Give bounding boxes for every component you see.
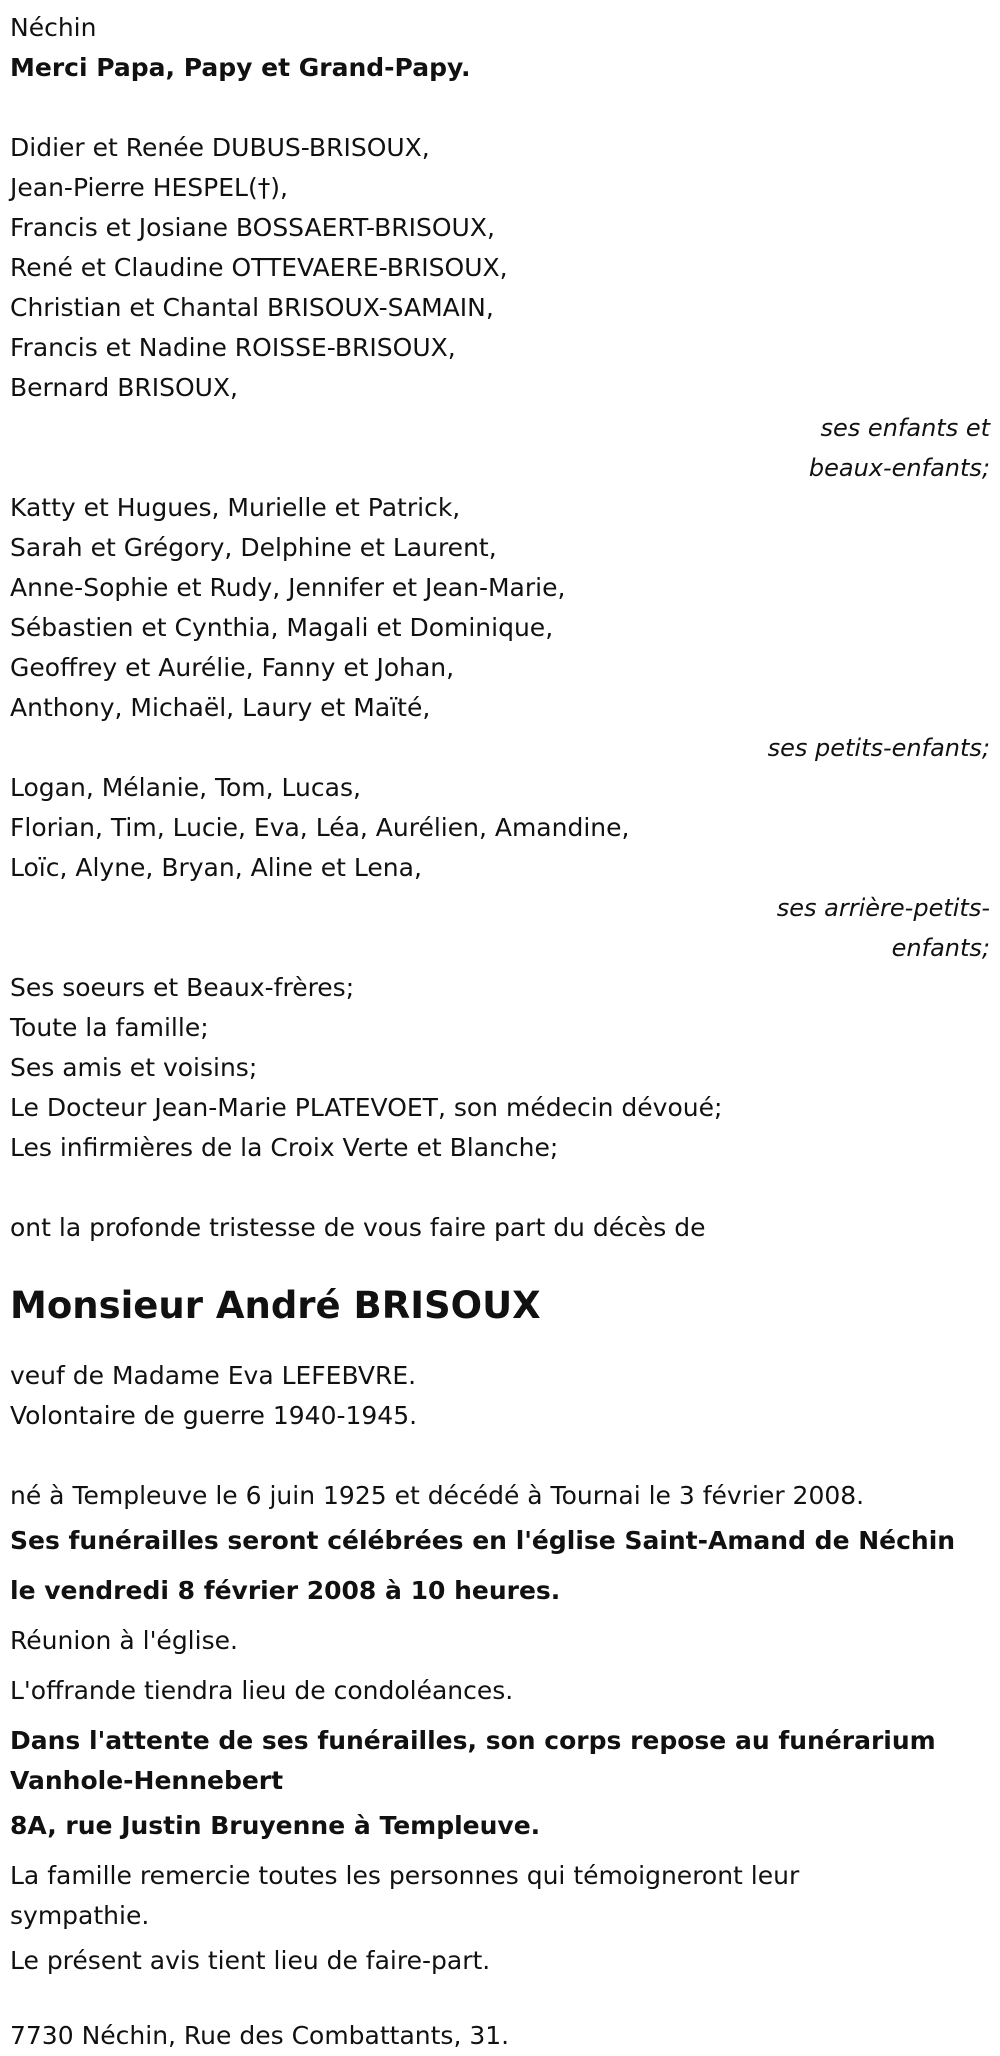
- list-item: Loïc, Alyne, Bryan, Aline et Lena,: [10, 853, 422, 882]
- grandchildren-role: [10, 728, 990, 768]
- funeral-line: le vendredi 8 février 2008 à 10 heures.: [10, 1576, 561, 1605]
- great-grandchildren-role: [10, 888, 990, 968]
- address-text: 7730 Néchin, Rue des Combattants, 31.: [10, 2021, 510, 2050]
- spacer: [10, 1436, 1000, 1476]
- meeting-text: Réunion à l'église.: [10, 1626, 238, 1655]
- list-item: Ses soeurs et Beaux-frères;: [10, 973, 355, 1002]
- list-item: Geoffrey et Aurélie, Fanny et Johan,: [10, 653, 455, 682]
- great-grandchildren-list: [10, 768, 1000, 888]
- list-item: Jean-Pierre HESPEL(†),: [10, 173, 288, 202]
- spacer: [10, 88, 1000, 128]
- volunteer-text: Volontaire de guerre 1940-1945.: [10, 1401, 418, 1430]
- list-item: Anthony, Michaël, Laury et Maïté,: [10, 693, 431, 722]
- role-line: enfants;: [891, 934, 990, 962]
- list-item: Anne-Sophie et Rudy, Jennifer et Jean-Marie,: [10, 573, 566, 602]
- children-role: [10, 408, 990, 488]
- funeral-line: Ses funérailles seront célébrées en l'église Saint-Amand de Néchin: [10, 1526, 956, 1555]
- list-item: Toute la famille;: [10, 1013, 209, 1042]
- deceased-name: Monsieur André BRISOUX: [10, 1284, 541, 1327]
- announcement: ont la profonde tristesse de vous faire part du décès de: [10, 1213, 706, 1242]
- list-item: Christian et Chantal BRISOUX-SAMAIN,: [10, 293, 494, 322]
- role-line: ses arrière-petits-: [776, 894, 990, 922]
- offering-text: L'offrande tiendra lieu de condoléances.: [10, 1676, 514, 1705]
- list-item: Florian, Tim, Lucie, Eva, Léa, Aurélien, Amandine,: [10, 813, 630, 842]
- list-item: Logan, Mélanie, Tom, Lucas,: [10, 773, 361, 802]
- thanks-text: La famille remercie toutes les personnes qui témoigneront leur sympathie.: [10, 1861, 800, 1930]
- rest-address: 8A, rue Justin Bruyenne à Templeuve.: [10, 1811, 541, 1840]
- list-item: Sébastien et Cynthia, Magali et Dominique,: [10, 613, 554, 642]
- list-item: Didier et Renée DUBUS-BRISOUX,: [10, 133, 430, 162]
- grandchildren-list: [10, 488, 1000, 728]
- list-item: Le Docteur Jean-Marie PLATEVOET, son médecin dévoué;: [10, 1093, 723, 1122]
- role-line: beaux-enfants;: [808, 454, 990, 482]
- notice-text: Le présent avis tient lieu de faire-part.: [10, 1946, 491, 1975]
- list-item: Ses amis et voisins;: [10, 1053, 258, 1082]
- list-item: Bernard BRISOUX,: [10, 373, 239, 402]
- children-list: [10, 128, 1000, 408]
- rest-line: Dans l'attente de ses funérailles, son corps repose au funérarium: [10, 1726, 936, 1755]
- rest-line: Vanhole-Hennebert: [10, 1766, 284, 1795]
- thanks-heading: Merci Papa, Papy et Grand-Papy.: [10, 53, 471, 82]
- list-item: René et Claudine OTTEVAERE-BRISOUX,: [10, 253, 508, 282]
- list-item: Katty et Hugues, Murielle et Patrick,: [10, 493, 461, 522]
- others-list: [10, 968, 1000, 1168]
- list-item: Francis et Nadine ROISSE-BRISOUX,: [10, 333, 456, 362]
- location: Néchin: [10, 13, 97, 42]
- role-line: ses enfants et: [820, 414, 990, 442]
- widower-text: veuf de Madame Eva LEFEBVRE.: [10, 1361, 417, 1390]
- list-item: Les infirmières de la Croix Verte et Blanche;: [10, 1133, 559, 1162]
- spacer: [10, 1168, 1000, 1208]
- list-item: Sarah et Grégory, Delphine et Laurent,: [10, 533, 497, 562]
- spacer: [10, 1986, 1000, 2016]
- list-item: Francis et Josiane BOSSAERT-BRISOUX,: [10, 213, 495, 242]
- role-line: ses petits-enfants;: [767, 734, 990, 762]
- birth-death-text: né à Templeuve le 6 juin 1925 et décédé à Tournai le 3 février 2008.: [10, 1481, 865, 1510]
